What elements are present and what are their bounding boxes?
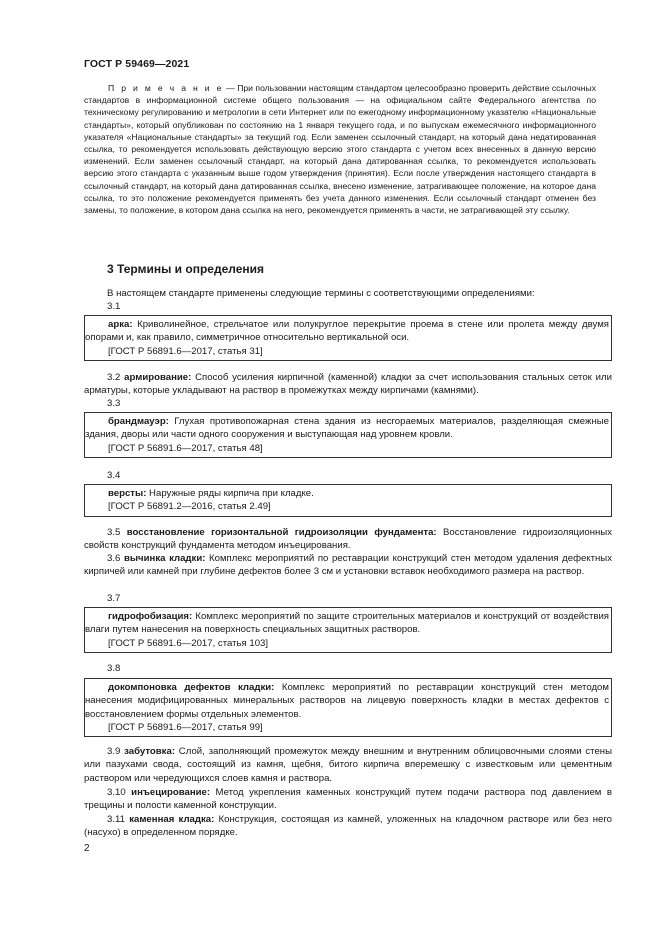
term-box — [84, 315, 612, 361]
term-source: [ГОСТ Р 56891.6—2017, статья 103] — [108, 637, 269, 649]
term-paragraph — [84, 786, 612, 813]
term-name: забутовка: — [124, 746, 176, 757]
term-definition: Комплекс мероприятий по реставрации конструкций стен методом нанесения модифицированных минеральных растворов на лицевую поверхность кладки в местах дефектов с восстановлением формы отдельных элементов. — [85, 682, 609, 720]
term-definition: Конструкция, состоящая из камней, уложенных на кладочном растворе или без него (насухо) в определенном порядке. — [84, 814, 612, 839]
term-name: армирование: — [124, 372, 192, 383]
term-name: докомпоновка дефектов кладки: — [108, 682, 275, 693]
term-name: инъецирование: — [131, 787, 211, 798]
term-number: 3.11 — [107, 814, 125, 825]
term-number: 3.4 — [107, 470, 121, 481]
term-name: вычинка кладки: — [123, 553, 206, 564]
term-definition: Способ усиления кирпичной (каменной) кладки за счет использования стальных сеток или арматуры, которые укладывают на раствор в промежутках между кирпичами (камнями). — [84, 372, 612, 397]
term-name: версты: — [108, 488, 147, 499]
term-source: [ГОСТ Р 56891.6—2017, статья 48] — [108, 442, 263, 454]
term-number: 3.7 — [107, 593, 121, 604]
note-paragraph — [84, 82, 596, 216]
term-box — [84, 412, 612, 458]
term-paragraph — [84, 813, 612, 840]
term-definition: Комплекс мероприятий по реставрации конструкций стен методом удаления дефектных кирпичей или камней при глубине дефектов более 3 см и установки вставок необходимого размера на раствор. — [84, 553, 612, 578]
term-number: 3.6 — [107, 553, 121, 564]
term-name: каменная кладка: — [129, 814, 215, 825]
term-name: гидрофобизация: — [108, 611, 193, 622]
section-title: 3 Термины и определения — [107, 262, 265, 276]
term-number: 3.9 — [107, 746, 121, 757]
term-name: брандмауэр: — [108, 416, 169, 427]
term-box — [84, 678, 612, 737]
term-source: [ГОСТ Р 56891.6—2017, статья 99] — [108, 721, 263, 733]
term-number: 3.5 — [107, 527, 121, 538]
term-paragraph — [84, 371, 612, 398]
section-intro: В настоящем стандарте применены следующие термины с соответствующими определениями: — [107, 288, 535, 299]
term-definition: Криволинейное, стрельчатое или полукруглое перекрытие проема в стене или пролета между двумя опорами и, как правило, симметричное относительно вертикальной оси. — [85, 319, 609, 344]
term-number: 3.3 — [107, 398, 121, 409]
term-paragraph — [84, 745, 612, 785]
term-definition: Комплекс мероприятий по защите строительных материалов и конструкций от воздействия влаги путем нанесения на поверхность специальных защитных растворов. — [85, 611, 609, 636]
term-source: [ГОСТ Р 56891.6—2017, статья 31] — [108, 345, 263, 357]
term-box — [84, 484, 612, 517]
term-box — [84, 607, 612, 653]
term-number: 3.8 — [107, 663, 121, 674]
page-number: 2 — [84, 843, 90, 854]
term-number: 3.10 — [107, 787, 126, 798]
term-paragraph — [84, 552, 612, 579]
term-definition: Слой, заполняющий промежуток между внешним и внутренним облицовочными слоями стены или пазухами свода, состоящий из камня, щебня, битого кирпича вперемешку с известковым или цементным раствором или чередующихся слоев камня и раствора. — [84, 746, 612, 784]
note-label: П р и м е ч а н и е — [108, 83, 224, 93]
term-paragraph — [84, 526, 612, 553]
term-definition: Наружные ряды кирпича при кладке. — [146, 488, 314, 499]
note-text: — При пользовании настоящим стандартом целесообразно проверить действие ссылочных стандартов в информационной системе общего пользования — на официальном сайте Федерального агентства по техническому регулированию и метрологии в сети Интернет или по ежегодному информационному указателю «Национальные стандарты», который опубликован по состоянию на 1 января текущего года, и по выпускам ежемесячного информационного указателя «Национальные стандарты» за текущий год. Если заменен ссылочный стандарт, на который дана недатированная ссылка, то рекомендуется использовать действующую версию этого стандарта с учетом всех внесенных в данную версию изменений. Если заменен ссылочный стандарт, на который дана датированная ссылка, то рекомендуется использовать версию этого стандарта с указанным выше годом утверждения (принятия). Если после утверждения настоящего стандарта в ссылочный стандарт, на который дана датированная ссылка, внесено изменение, затрагивающее положение, на которое дана ссылка, то это положение рекомендуется применять без учета данного изменения. Если ссылочный стандарт отменен без замены, то положение, в котором дана ссылка на него, рекомендуется применять в части, не затрагивающей эту ссылку. — [84, 83, 597, 216]
term-definition: Метод укрепления каменных конструкций путем подачи раствора под давлением в трещины и полости каменной конструкции. — [84, 787, 612, 812]
term-number: 3.2 — [107, 372, 121, 383]
term-source: [ГОСТ Р 56891.2—2016, статья 2.49] — [108, 501, 271, 513]
document-code: ГОСТ Р 59469—2021 — [84, 58, 190, 70]
term-name: арка: — [108, 319, 133, 330]
term-definition: Восстановление гидроизоляционных свойств конструкций фундамента методом инъецирования. — [84, 527, 612, 552]
term-definition: Глухая противопожарная стена здания из несгораемых материалов, разделяющая смежные здания, дворы или части одного сооружения и выступающая над уровнем кровли. — [85, 416, 609, 441]
term-name: восстановление горизонтальной гидроизоляции фундамента: — [126, 527, 437, 538]
term-number: 3.1 — [107, 301, 121, 312]
